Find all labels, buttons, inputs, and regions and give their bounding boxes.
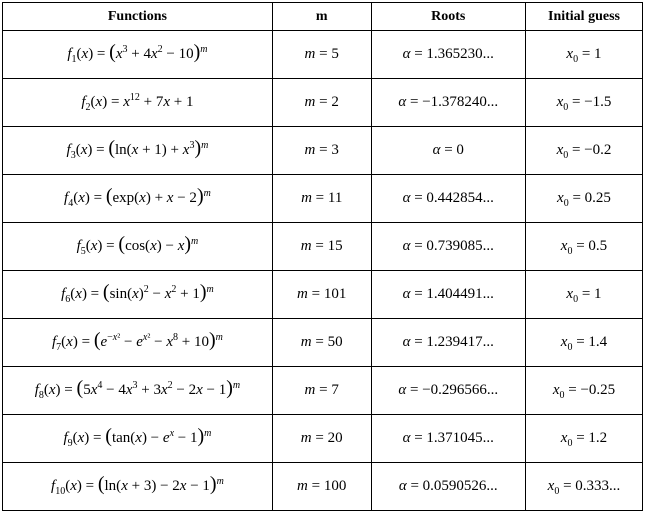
multiplicity-cell: m = 100	[272, 463, 371, 511]
function-cell: $f_9(x) = (\tan(x) - e^x - 1)^m$	[3, 415, 273, 463]
function-cell: $f_{10}(x) = (\ln(x + 3) - 2x - 1)^m$	[3, 463, 273, 511]
function-cell: $f_5(x) = (\cos(x) - x)^m$	[3, 223, 273, 271]
initial-guess-cell: $x_0 = 0.5$	[525, 223, 642, 271]
root-cell: α = −1.378240...	[371, 79, 525, 127]
multiplicity-cell: m = 5	[272, 31, 371, 79]
multiplicity-cell: m = 101	[272, 271, 371, 319]
function-cell: $f_2(x) = x^{12} + 7x + 1$	[3, 79, 273, 127]
header-roots: Roots	[371, 3, 525, 31]
root-cell: α = 0.739085...	[371, 223, 525, 271]
multiplicity-cell: m = 3	[272, 127, 371, 175]
table-row	[3, 175, 643, 223]
initial-guess-cell: $x_0 = 0.25$	[525, 175, 642, 223]
table-row	[3, 223, 643, 271]
root-cell: α = 1.365230...	[371, 31, 525, 79]
initial-guess-cell: $x_0 = 1.2$	[525, 415, 642, 463]
multiplicity-cell: m = 50	[272, 319, 371, 367]
table-row	[3, 415, 643, 463]
header-functions: Functions	[3, 3, 273, 31]
multiplicity-cell: m = 20	[272, 415, 371, 463]
header-m: m	[272, 3, 371, 31]
multiplicity-cell: m = 2	[272, 79, 371, 127]
function-cell: $f_8(x) = (5x^4 - 4x^3 + 3x^2 - 2x - 1)^m$	[3, 367, 273, 415]
table-row	[3, 79, 643, 127]
initial-guess-cell: $x_0 = -0.25$	[525, 367, 642, 415]
root-cell: α = 0.0590526...	[371, 463, 525, 511]
table-row	[3, 271, 643, 319]
table-body	[3, 31, 643, 511]
table-row	[3, 463, 643, 511]
multiplicity-cell: m = 7	[272, 367, 371, 415]
function-cell: $f_4(x) = (\exp(x) + x - 2)^m$	[3, 175, 273, 223]
initial-guess-cell: $x_0 = 1$	[525, 271, 642, 319]
table-row	[3, 367, 643, 415]
initial-guess-cell: $x_0 = 0.333$...	[525, 463, 642, 511]
initial-guess-cell: $x_0 = -1.5$	[525, 79, 642, 127]
initial-guess-cell: $x_0 = -0.2$	[525, 127, 642, 175]
root-cell: α = 1.239417...	[371, 319, 525, 367]
function-cell: $f_1(x) = (x^3 + 4x^2 - 10)^m$	[3, 31, 273, 79]
root-cell: α = 0.442854...	[371, 175, 525, 223]
table-row	[3, 319, 643, 367]
root-cell: α = −0.296566...	[371, 367, 525, 415]
function-cell: $f_3(x) = (\ln(x + 1) + x^3)^m$	[3, 127, 273, 175]
multiplicity-cell: m = 11	[272, 175, 371, 223]
test-functions-table	[2, 2, 643, 511]
root-cell: α = 1.404491...	[371, 271, 525, 319]
header-row	[3, 3, 643, 31]
table-row	[3, 31, 643, 79]
root-cell: α = 0	[371, 127, 525, 175]
initial-guess-cell: $x_0 = 1$	[525, 31, 642, 79]
function-cell: $f_7(x) = (e^{-x^2} - e^{x^2} - x^8 + 10)^m$	[3, 319, 273, 367]
initial-guess-cell: $x_0 = 1.4$	[525, 319, 642, 367]
multiplicity-cell: m = 15	[272, 223, 371, 271]
root-cell: α = 1.371045...	[371, 415, 525, 463]
header-initial-guess: Initial guess	[525, 3, 642, 31]
function-cell: $f_6(x) = (\sin(x)^2 - x^2 + 1)^m$	[3, 271, 273, 319]
table-row	[3, 127, 643, 175]
